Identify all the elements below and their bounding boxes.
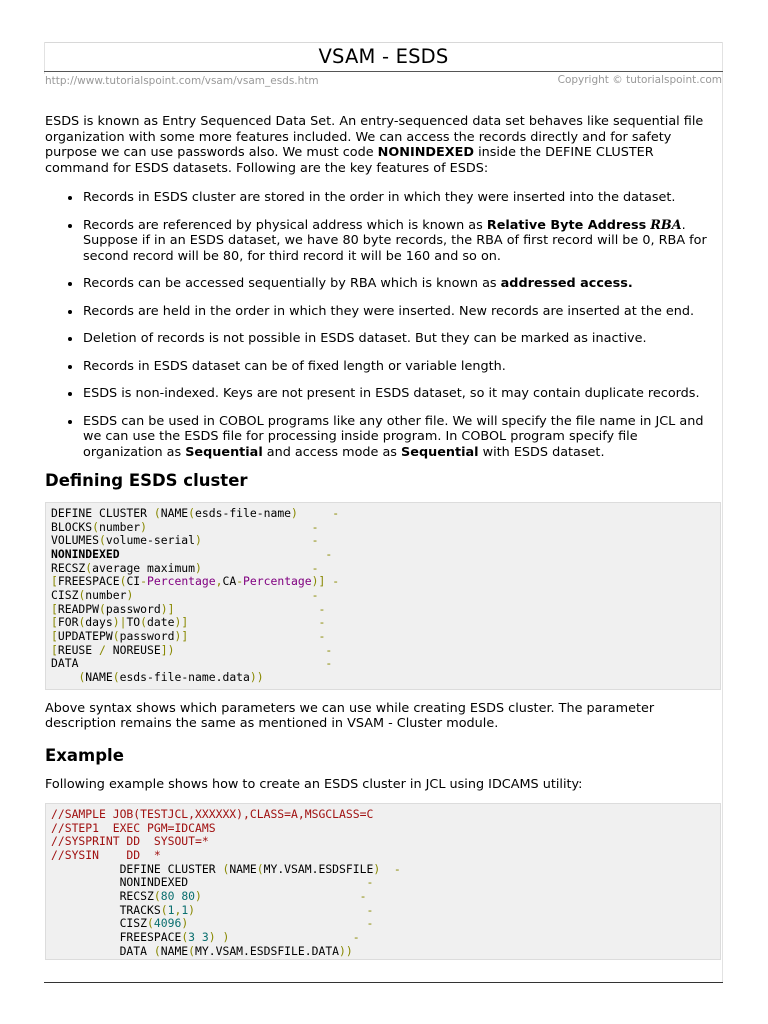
list-item: Records are held in the order in which they were inserted. New records are inserted at the end. bbox=[45, 304, 721, 320]
feature-list bbox=[45, 190, 721, 460]
right-border bbox=[722, 42, 723, 982]
bottom-border bbox=[44, 982, 723, 983]
example-jcl-code-block: //SAMPLE JOB(TESTJCL,XXXXXX),CLASS=A,MSGCLASS=C //STEP1 EXEC PGM=IDCAMS //SYSPRINT DD SYSOUT=* //SYSIN DD * DEFINE CLUSTER (NAME(MY.VSAM.ESDSFILE) - NONINDEXED - RECSZ(80 80) - TRACKS(1,1) - CISZ(4096) - FREESPACE(3 3) ) - DATA (NAME(MY.VSAM.ESDSFILE.DATA)) bbox=[45, 803, 721, 960]
intro-paragraph: ESDS is known as Entry Sequenced Data Set. An entry-sequenced data set behaves like sequential file organization with some more features included. We can access the records directly and for safety purpose we can use passwords also. We must code NONINDEXED inside the DEFINE CLUSTER command for ESDS datasets. Following are the key features of ESDS: bbox=[45, 114, 704, 176]
list-item: Records in ESDS dataset can be of fixed length or variable length. bbox=[45, 359, 721, 375]
document-page bbox=[44, 42, 723, 982]
list-item: ESDS can be used in COBOL programs like any other file. We will specify the file name in JCL and we can use the ESDS file for processing inside program. In COBOL program specify file organization as Sequential and access mode as Sequential with ESDS dataset. bbox=[45, 414, 721, 461]
section-heading-defining: Defining ESDS cluster bbox=[45, 471, 248, 490]
syntax-description: Above syntax shows which parameters we can use while creating ESDS cluster. The parameter description remains the same as mentioned in VSAM - Cluster module. bbox=[45, 700, 655, 732]
title-divider bbox=[44, 71, 723, 72]
page-title: VSAM - ESDS bbox=[318, 45, 449, 68]
list-item: Records in ESDS cluster are stored in the order in which they were inserted into the dataset. bbox=[45, 190, 721, 206]
section-heading-example: Example bbox=[45, 745, 124, 765]
list-item: ESDS is non-indexed. Keys are not present in ESDS dataset, so it may contain duplicate records. bbox=[45, 386, 721, 402]
source-url: http://www.tutorialspoint.com/vsam/vsam_esds.htm bbox=[45, 75, 319, 87]
list-item: Deletion of records is not possible in ESDS dataset. But they can be marked as inactive. bbox=[45, 331, 721, 347]
syntax-code-block: DEFINE CLUSTER (NAME(esds-file-name) - BLOCKS(number) - VOLUMES(volume-serial) - NONINDEXED - RECSZ(average maximum) - [FREESPACE(CI-Percentage,CA-Percentage)] - CISZ(number) - [READPW(password)] - [FOR(days)|TO(date)] - [UPDATEPW(password)] - [REUSE / NOREUSE]) - DATA - (NAME(esds-file-name.data)) bbox=[45, 502, 721, 690]
example-intro: Following example shows how to create an ESDS cluster in JCL using IDCAMS utility: bbox=[45, 776, 583, 792]
article-body bbox=[45, 114, 721, 960]
copyright-notice: Copyright © tutorialspoint.com bbox=[557, 74, 722, 86]
list-item: Records are referenced by physical address which is known as Relative Byte Address RBA. Suppose if in an ESDS dataset, we have 80 byte records, the RBA of first record will be 0, RBA for second record will be 80, for third record it will be 160 and so on. bbox=[45, 218, 721, 265]
list-item: Records can be accessed sequentially by RBA which is known as addressed access. bbox=[45, 276, 721, 292]
